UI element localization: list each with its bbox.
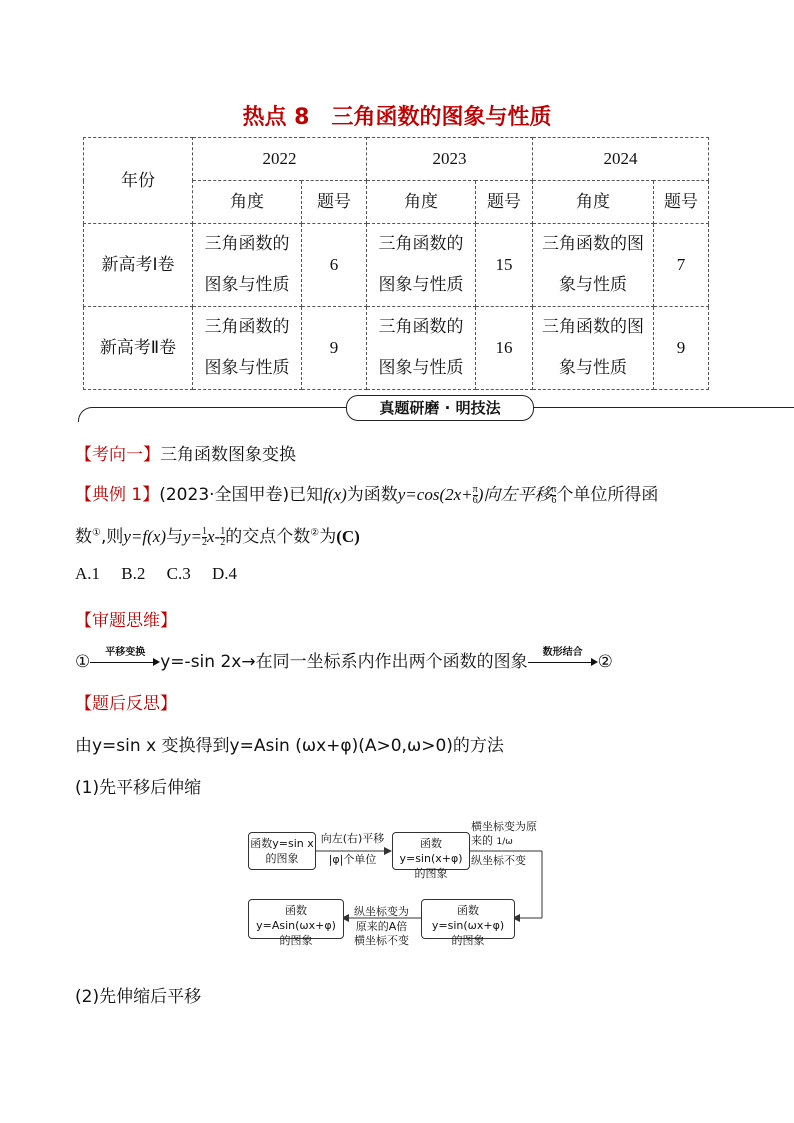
example-label: 【典例 1】 bbox=[75, 485, 160, 505]
label-line: 来的 bbox=[471, 834, 493, 847]
year-2023: 2023 bbox=[367, 138, 533, 181]
text-span: 为函数 bbox=[346, 485, 398, 505]
function-expression: x- bbox=[207, 527, 221, 546]
sub-angle: 角度 bbox=[367, 181, 476, 224]
row-label: 新高考Ⅰ卷 bbox=[84, 224, 193, 307]
option-a: A.1 bbox=[75, 564, 101, 583]
banner-label: 真题研磨 · 明技法 bbox=[346, 395, 534, 421]
footnote-marker: ① bbox=[92, 527, 101, 539]
text-span: 的交点个数 bbox=[225, 527, 311, 547]
angle-line: 象与性质 bbox=[559, 275, 627, 295]
angle-line: 三角函数的 bbox=[204, 234, 290, 254]
text-span: 数 bbox=[75, 527, 92, 547]
text-span: ,则 bbox=[100, 527, 124, 547]
answer: (C) bbox=[336, 527, 360, 546]
label-line: 纵坐标变为 bbox=[354, 905, 409, 918]
box-line: 函数y=sin(ωx+φ) bbox=[431, 904, 505, 932]
function-expression: y=cos(2x+ bbox=[397, 485, 473, 504]
box-line: 函数y=Asin(ωx+φ) bbox=[256, 904, 336, 932]
reflect-text: 由y=sin x 变换得到y=Asin (ωx+φ)(A>0,ω>0)的方法 bbox=[75, 736, 504, 756]
number-cell: 16 bbox=[476, 307, 533, 390]
option-b: B.2 bbox=[121, 564, 146, 583]
flow-label-horizontal bbox=[471, 820, 551, 849]
box-line: 函数y=sin(x+φ) bbox=[399, 837, 463, 865]
flow-box-shifted bbox=[392, 832, 470, 880]
flow-label-vertical-keep bbox=[471, 854, 551, 868]
frac-den: 6 bbox=[551, 494, 557, 506]
year-2024: 2024 bbox=[533, 138, 709, 181]
angle-line: 图象与性质 bbox=[378, 275, 464, 295]
label-line: 向左(右)平移 bbox=[320, 832, 385, 845]
number-cell: 6 bbox=[302, 224, 367, 307]
angle-line: 三角函数的图 bbox=[542, 234, 644, 254]
year-2022: 2022 bbox=[193, 138, 367, 181]
frac-num: 1 bbox=[220, 525, 226, 537]
flow-label-amplitude-2 bbox=[342, 920, 421, 948]
frac-num: π bbox=[551, 483, 557, 495]
label-line: 纵坐标不变 bbox=[471, 854, 526, 867]
method-2: (2)先伸缩后平移 bbox=[75, 987, 202, 1007]
label-line: 原来的A倍 bbox=[355, 920, 408, 933]
flow-box-final bbox=[248, 899, 344, 947]
angle-line: 三角函数的 bbox=[378, 234, 464, 254]
frac-den: 2 bbox=[202, 536, 208, 548]
footnote-marker: ② bbox=[310, 527, 320, 539]
frac-den: 2 bbox=[220, 536, 226, 548]
label-line: 横坐标不变 bbox=[354, 934, 409, 947]
sub-number: 题号 bbox=[302, 181, 367, 224]
number-cell: 9 bbox=[654, 307, 709, 390]
angle-line: 图象与性质 bbox=[378, 358, 464, 378]
function-expression: y=f(x) bbox=[123, 527, 166, 546]
flow-box-sin bbox=[248, 832, 316, 870]
year-header: 年份 bbox=[84, 138, 193, 224]
angle-line: 图象与性质 bbox=[204, 358, 290, 378]
text-span: 个单位所得函 bbox=[556, 485, 659, 505]
box-line: 的图象 bbox=[414, 867, 448, 880]
sub-angle: 角度 bbox=[193, 181, 302, 224]
number-cell: 15 bbox=[476, 224, 533, 307]
angle-line: 三角函数的 bbox=[378, 317, 464, 337]
label-line: 横坐标变为原 bbox=[471, 820, 537, 833]
flow-label-shift bbox=[314, 832, 391, 846]
method-1: (1)先平移后伸缩 bbox=[75, 778, 202, 798]
flow-label-amplitude bbox=[342, 905, 421, 919]
frac-den: 6 bbox=[472, 494, 478, 506]
box-line: 的图象 bbox=[265, 852, 299, 865]
sub-number: 题号 bbox=[476, 181, 533, 224]
text-span: )向左平移 bbox=[477, 485, 552, 504]
frac-num: 1 bbox=[202, 525, 208, 537]
option-c: C.3 bbox=[166, 564, 191, 583]
row-label: 新高考Ⅱ卷 bbox=[84, 307, 193, 390]
circle-marker: ① bbox=[75, 652, 91, 672]
text-span: 为 bbox=[319, 527, 337, 547]
sub-angle: 角度 bbox=[533, 181, 654, 224]
box-line: 的图象 bbox=[451, 934, 485, 947]
sub-number: 题号 bbox=[654, 181, 709, 224]
fx-symbol: f(x) bbox=[323, 485, 347, 504]
frac-num: π bbox=[472, 483, 478, 495]
circle-marker: ② bbox=[597, 652, 613, 672]
angle-line: 三角函数的 bbox=[204, 317, 290, 337]
thinking-heading: 【审题思维】 bbox=[75, 611, 177, 631]
number-cell: 9 bbox=[302, 307, 367, 390]
function-expression: y= bbox=[182, 527, 203, 546]
angle-line: 图象与性质 bbox=[204, 275, 290, 295]
title-prefix: 热点 8 bbox=[242, 105, 310, 130]
arrow-label: 数形结合 bbox=[542, 647, 583, 658]
number-cell: 7 bbox=[654, 224, 709, 307]
flow-label-shift-amount bbox=[314, 853, 391, 867]
option-d: D.4 bbox=[211, 564, 237, 583]
box-line: 函数y=sin x bbox=[250, 837, 314, 850]
title-main: 三角函数的图象与性质 bbox=[331, 105, 552, 130]
angle-line: 象与性质 bbox=[559, 358, 627, 378]
text-span: 与 bbox=[165, 527, 183, 547]
label-line: |φ|个单位 bbox=[328, 853, 377, 866]
arrow-label: 平移变换 bbox=[105, 647, 146, 658]
box-line: 的图象 bbox=[279, 934, 313, 947]
angle-line: 三角函数的图 bbox=[542, 317, 644, 337]
example-source: (2023·全国甲卷)已知 bbox=[159, 485, 324, 505]
flow-box-stretched bbox=[421, 899, 515, 947]
thinking-text: y=-sin 2x→在同一坐标系内作出两个函数的图象 bbox=[160, 652, 528, 672]
reflect-heading: 【题后反思】 bbox=[75, 694, 177, 714]
direction-bracket: 【考向一】 bbox=[75, 445, 160, 465]
direction-text: 三角函数图象变换 bbox=[160, 445, 296, 465]
one-over-omega: 1/ω bbox=[496, 837, 513, 847]
